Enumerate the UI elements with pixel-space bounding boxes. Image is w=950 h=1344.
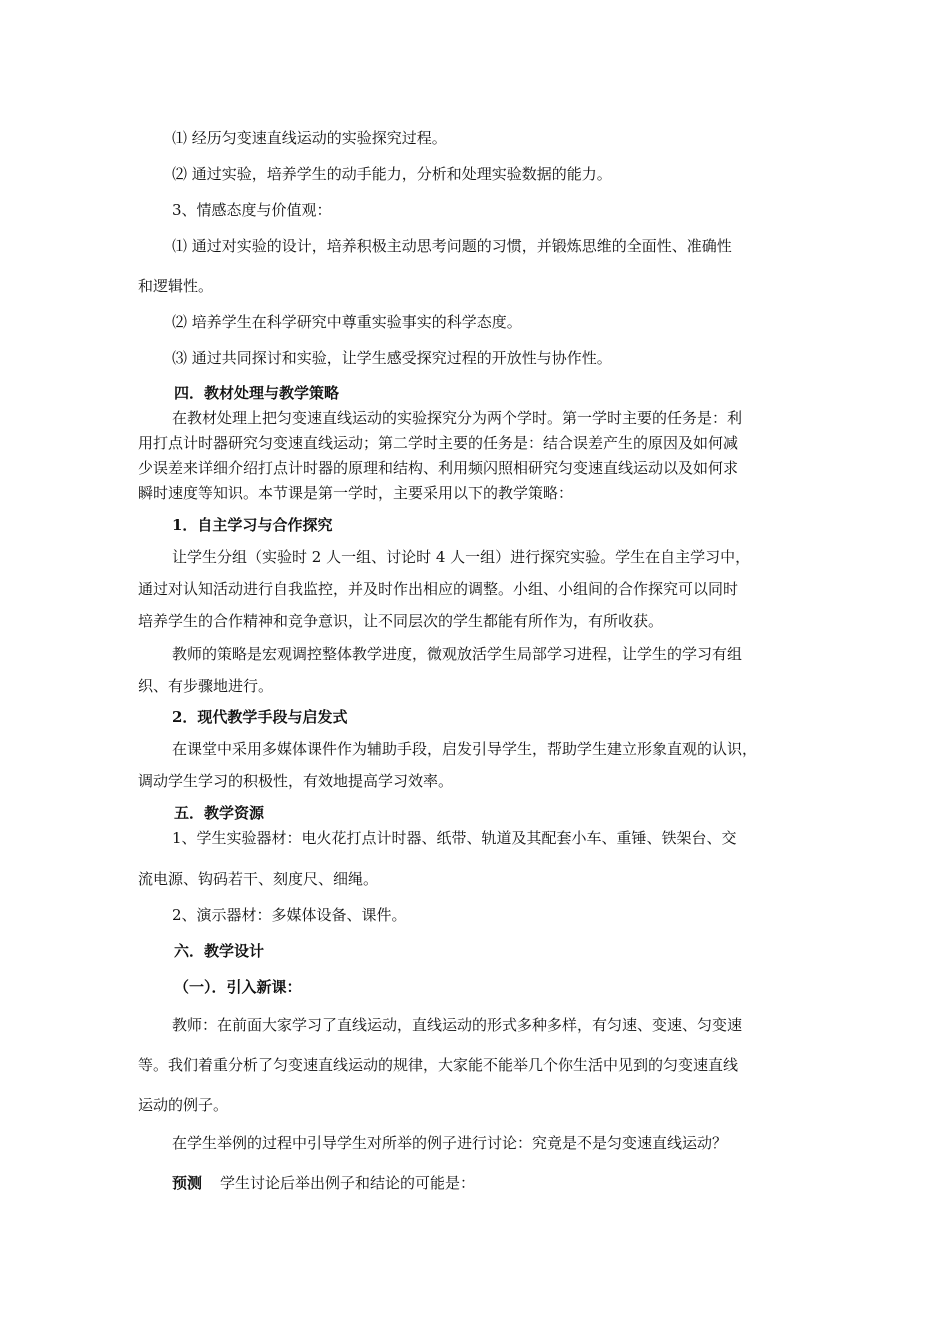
text-line: 在课堂中采用多媒体课件作为辅助手段，启发引导学生，帮助学生建立形象直观的认识，	[172, 740, 758, 758]
text-line: 瞬时速度等知识。本节课是第一学时，主要采用以下的教学策略：	[138, 484, 574, 502]
text-line: 培养学生的合作精神和竞争意识，让不同层次的学生都能有所作为，有所收获。	[138, 612, 664, 630]
text-line: 流电源、钩码若干、刻度尺、细绳。	[138, 870, 379, 888]
text-line: 让学生分组（实验时 2 人一组、讨论时 4 人一组）进行探究实验。学生在自主学习中，	[172, 548, 751, 566]
prediction-text: 学生讨论后举出例子和结论的可能是：	[220, 1174, 476, 1192]
text-line: 和逻辑性。	[138, 277, 214, 295]
text-line: 教师：在前面大家学习了直线运动，直线运动的形式多种多样，有匀速、变速、匀变速	[172, 1016, 743, 1034]
text-line: 1、学生实验器材：电火花打点计时器、纸带、轨道及其配套小车、重锤、铁架台、交	[172, 829, 737, 847]
text-line: 通过对认知活动进行自我监控，并及时作出相应的调整。小组、小组间的合作探究可以同时	[138, 580, 739, 598]
text-line: ⑴ 通过对实验的设计，培养积极主动思考问题的习惯，并锻炼思维的全面性、准确性	[172, 237, 732, 255]
text-line: 在教材处理上把匀变速直线运动的实验探究分为两个学时。第一学时主要的任务是：利	[172, 409, 743, 427]
text-line: 在学生举例的过程中引导学生对所举的例子进行讨论：究竟是不是匀变速直线运动？	[172, 1134, 728, 1152]
text-line: 2、演示器材：多媒体设备、课件。	[172, 906, 407, 924]
subsection-heading: 1．自主学习与合作探究	[172, 516, 333, 534]
prediction-line	[172, 1173, 475, 1193]
subsection-heading: （一）．引入新课：	[174, 978, 302, 996]
section-heading: 六．教学设计	[174, 942, 265, 960]
text-line: 调动学生学习的积极性，有效地提高学习效率。	[138, 772, 454, 790]
text-line: 等。我们着重分析了匀变速直线运动的规律，大家能不能举几个你生活中见到的匀变速直线	[138, 1056, 739, 1074]
section-subheading: 3、情感态度与价值观：	[172, 201, 332, 219]
section-heading: 四．教材处理与教学策略	[174, 384, 340, 402]
text-line: 教师的策略是宏观调控整体教学进度，微观放活学生局部学习进程，让学生的学习有组	[172, 645, 743, 663]
text-line: 用打点计时器研究匀变速直线运动；第二学时主要的任务是：结合误差产生的原因及如何减	[138, 434, 739, 452]
text-line: ⑵ 通过实验，培养学生的动手能力，分析和处理实验数据的能力。	[172, 165, 612, 183]
text-line: 织、有步骤地进行。	[138, 677, 274, 695]
subsection-heading: 2．现代教学手段与启发式	[172, 708, 348, 726]
text-line: ⑵ 培养学生在科学研究中尊重实验事实的科学态度。	[172, 313, 522, 331]
text-line: ⑶ 通过共同探讨和实验，让学生感受探究过程的开放性与协作性。	[172, 349, 612, 367]
text-line: ⑴ 经历匀变速直线运动的实验探究过程。	[172, 129, 447, 147]
prediction-label: 预测	[172, 1174, 203, 1192]
text-line: 运动的例子。	[138, 1096, 229, 1114]
section-heading: 五．教学资源	[174, 804, 265, 822]
text-line: 少误差来详细介绍打点计时器的原理和结构、利用频闪照相研究匀变速直线运动以及如何求	[138, 459, 739, 477]
